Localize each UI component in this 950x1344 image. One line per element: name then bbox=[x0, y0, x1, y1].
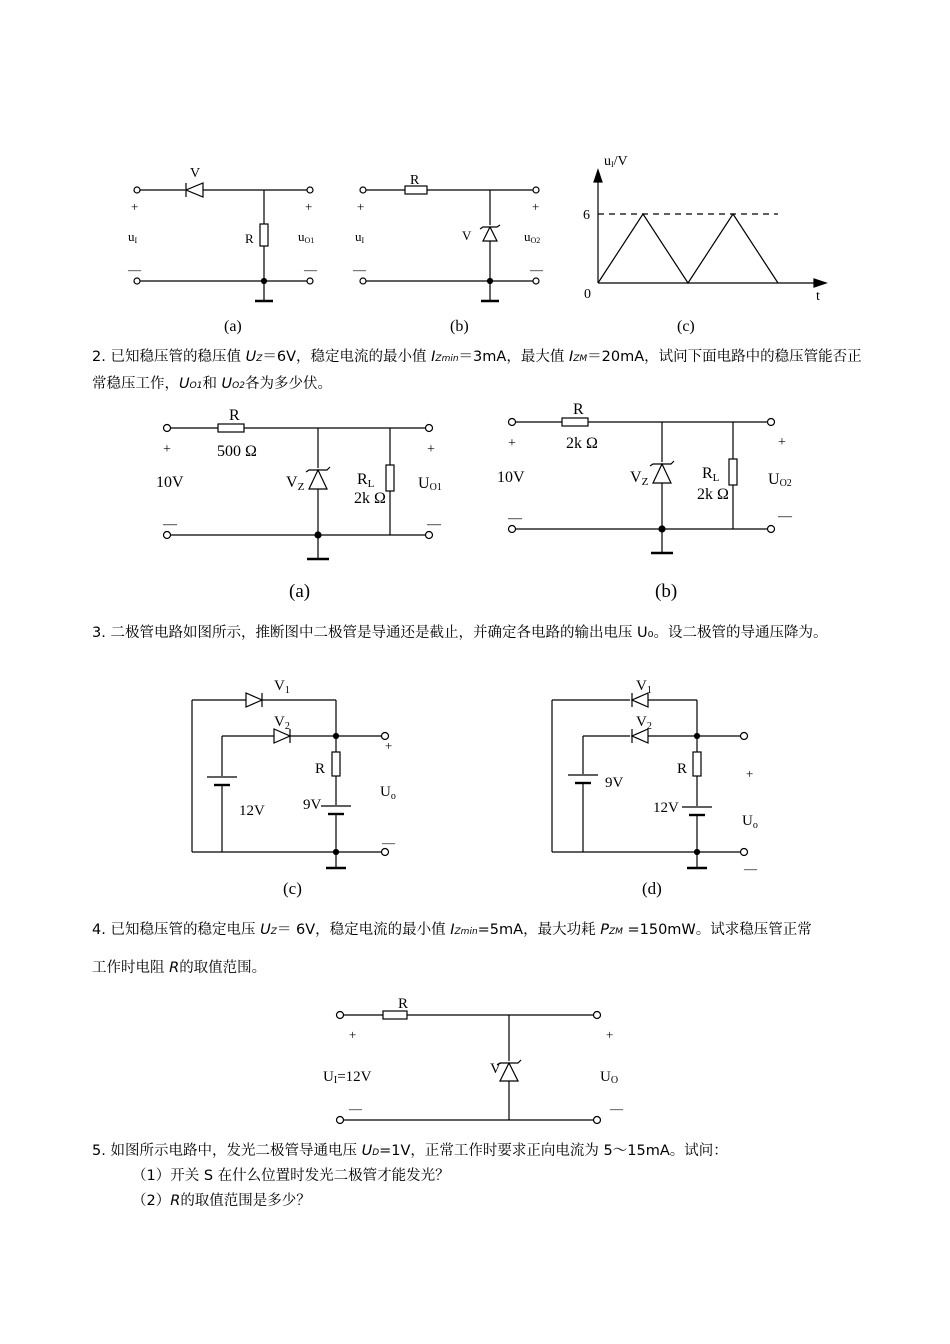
svg-text:—: — bbox=[744, 861, 757, 876]
svg-text:UO: UO bbox=[600, 1069, 619, 1086]
svg-text:R: R bbox=[398, 996, 409, 1012]
svg-text:uI: uI bbox=[355, 229, 365, 245]
diode-symbol bbox=[186, 183, 203, 197]
svg-text:VZ: VZ bbox=[630, 469, 649, 488]
svg-text:R: R bbox=[677, 761, 688, 777]
diode-v1-symbol bbox=[246, 693, 262, 707]
resistor-label: R bbox=[245, 231, 254, 246]
svg-text:UO2: UO2 bbox=[768, 471, 792, 489]
resistor-symbol bbox=[332, 752, 340, 776]
load-resistor-symbol bbox=[386, 465, 394, 491]
svg-text:+: + bbox=[532, 199, 540, 214]
svg-text:500 Ω: 500 Ω bbox=[217, 443, 257, 460]
waveform-chart bbox=[583, 154, 826, 335]
svg-text:Uo: $U_o$ bbox=[380, 784, 396, 802]
x-axis-label: t bbox=[816, 289, 820, 304]
svg-text:12V: 12V bbox=[653, 800, 679, 816]
caption-3d: (d) bbox=[642, 879, 662, 898]
svg-text:+: + bbox=[357, 199, 365, 214]
caption-2b: (b) bbox=[655, 581, 678, 602]
svg-text:2k Ω: 2k Ω bbox=[566, 435, 598, 452]
resistor-symbol bbox=[562, 418, 588, 426]
svg-text:RL: RL bbox=[357, 471, 375, 490]
svg-text:R: R bbox=[229, 407, 240, 424]
svg-text:2k Ω: 2k Ω bbox=[354, 490, 386, 507]
zener-symbol bbox=[650, 461, 674, 483]
svg-text:UO1: UO1 bbox=[418, 475, 442, 493]
svg-text:+: + bbox=[746, 766, 754, 781]
origin-label: 0 bbox=[584, 287, 591, 302]
svg-text:—: — bbox=[128, 262, 141, 277]
resistor-symbol bbox=[260, 224, 268, 246]
circuit-3c bbox=[192, 678, 396, 898]
svg-text:2k Ω: 2k Ω bbox=[697, 486, 729, 503]
svg-text:—: — bbox=[304, 262, 317, 277]
svg-text:+: + bbox=[385, 738, 393, 753]
input-voltage-label: UI=12V bbox=[323, 1069, 372, 1086]
svg-text:—: — bbox=[610, 1101, 623, 1116]
resistor-symbol bbox=[383, 1011, 407, 1019]
svg-text:VZ: VZ bbox=[286, 474, 305, 493]
y-axis-label: uI/V bbox=[604, 154, 628, 169]
diode-v1-symbol bbox=[632, 693, 648, 707]
svg-text:—: — bbox=[349, 1101, 362, 1116]
question-4-line2: 工作时电阻 R的取值范围。 bbox=[92, 960, 267, 976]
svg-text:—: — bbox=[382, 835, 395, 850]
question-2: 2. 已知稳压管的稳压值 UZ＝6V，稳定电流的最小值 IZmin＝3mA，最大值 IZM＝20mA，试问下面电路中的稳压管能否正常稳压工作，UO1和 UO2各为多少伏。 bbox=[92, 349, 862, 392]
svg-text:—: — bbox=[353, 262, 366, 277]
svg-text:V: V bbox=[490, 1061, 501, 1077]
question-5-part2: （2）R的取值范围是多少？ bbox=[132, 1193, 311, 1209]
circuit-2a bbox=[156, 407, 442, 602]
waveform-line bbox=[598, 214, 778, 283]
svg-text:V1: $V_1$ bbox=[636, 678, 652, 696]
y-tick-6: 6 bbox=[583, 208, 590, 223]
svg-text:—: — bbox=[427, 517, 441, 532]
svg-text:uO2: uO2 bbox=[524, 229, 541, 245]
battery-9v-symbol bbox=[568, 775, 598, 783]
svg-text:+: + bbox=[349, 1027, 357, 1042]
svg-text:+: + bbox=[778, 435, 786, 450]
svg-text:—: — bbox=[163, 517, 177, 532]
output-label: uO1 bbox=[298, 229, 315, 245]
battery-12v-symbol bbox=[682, 807, 712, 815]
caption-c: (c) bbox=[677, 318, 695, 335]
svg-text:+: + bbox=[305, 199, 313, 214]
svg-text:—: — bbox=[530, 262, 543, 277]
zener-symbol bbox=[480, 225, 500, 241]
svg-text:+: + bbox=[131, 199, 139, 214]
svg-text:V1: $V_1$ bbox=[274, 678, 290, 696]
svg-text:—: — bbox=[778, 509, 792, 524]
svg-text:+: + bbox=[508, 436, 516, 451]
svg-text:R: R bbox=[573, 401, 584, 418]
battery-12v-symbol bbox=[207, 777, 237, 785]
resistor-symbol bbox=[218, 424, 244, 432]
circuit-4 bbox=[323, 996, 624, 1124]
diode-label: V bbox=[190, 166, 201, 181]
load-resistor-symbol bbox=[729, 459, 737, 485]
circuit-1a bbox=[127, 166, 318, 335]
input-voltage: 10V bbox=[156, 474, 184, 491]
question-4-line1: 4. 已知稳压管的稳定电压 UZ＝ 6V，稳定电流的最小值 IZmin=5mA，最大功耗 PZM =150mW。试求稳压管正常 bbox=[92, 922, 812, 938]
svg-text:V2: $V_2$ bbox=[636, 714, 652, 732]
input-label: uI bbox=[128, 229, 138, 245]
resistor-symbol bbox=[693, 752, 701, 776]
question-5-part1: （1）开关 S 在什么位置时发光二极管才能发光？ bbox=[132, 1168, 450, 1184]
resistor-label: R bbox=[410, 173, 420, 188]
battery-9v-symbol bbox=[321, 806, 351, 814]
caption-2a: (a) bbox=[289, 581, 311, 602]
svg-text:+: + bbox=[427, 442, 435, 457]
svg-text:12V: 12V bbox=[239, 803, 265, 819]
diode-v2-symbol bbox=[632, 729, 648, 743]
svg-text:Uo: $U_o$ bbox=[742, 813, 758, 831]
caption-b: (b) bbox=[450, 318, 469, 335]
svg-text:9V: 9V bbox=[303, 797, 322, 813]
svg-text:9V: 9V bbox=[605, 775, 624, 791]
svg-text:+: + bbox=[163, 442, 171, 457]
svg-text:RL: RL bbox=[702, 465, 720, 484]
question-5: 5. 如图所示电路中，发光二极管导通电压 UD=1V，正常工作时要求正向电流为 5～15mA。试问： bbox=[92, 1143, 728, 1159]
zener-symbol bbox=[306, 467, 330, 489]
svg-text:+: + bbox=[606, 1027, 614, 1042]
input-voltage: 10V bbox=[497, 469, 525, 486]
svg-text:R: R bbox=[315, 761, 326, 777]
circuit-2b bbox=[497, 401, 793, 602]
question-3: 3. 二极管电路如图所示，推断图中二极管是导通还是截止，并确定各电路的输出电压 U₀。设二极管的导通压降为。 bbox=[92, 625, 828, 641]
svg-text:V2: $V_2$ bbox=[274, 714, 290, 732]
caption-3c: (c) bbox=[283, 879, 302, 898]
zener-label: V bbox=[462, 228, 472, 243]
svg-text:—: — bbox=[508, 511, 522, 526]
circuit-3d bbox=[552, 678, 758, 898]
circuit-1b bbox=[352, 173, 544, 335]
caption-a: (a) bbox=[224, 318, 242, 335]
